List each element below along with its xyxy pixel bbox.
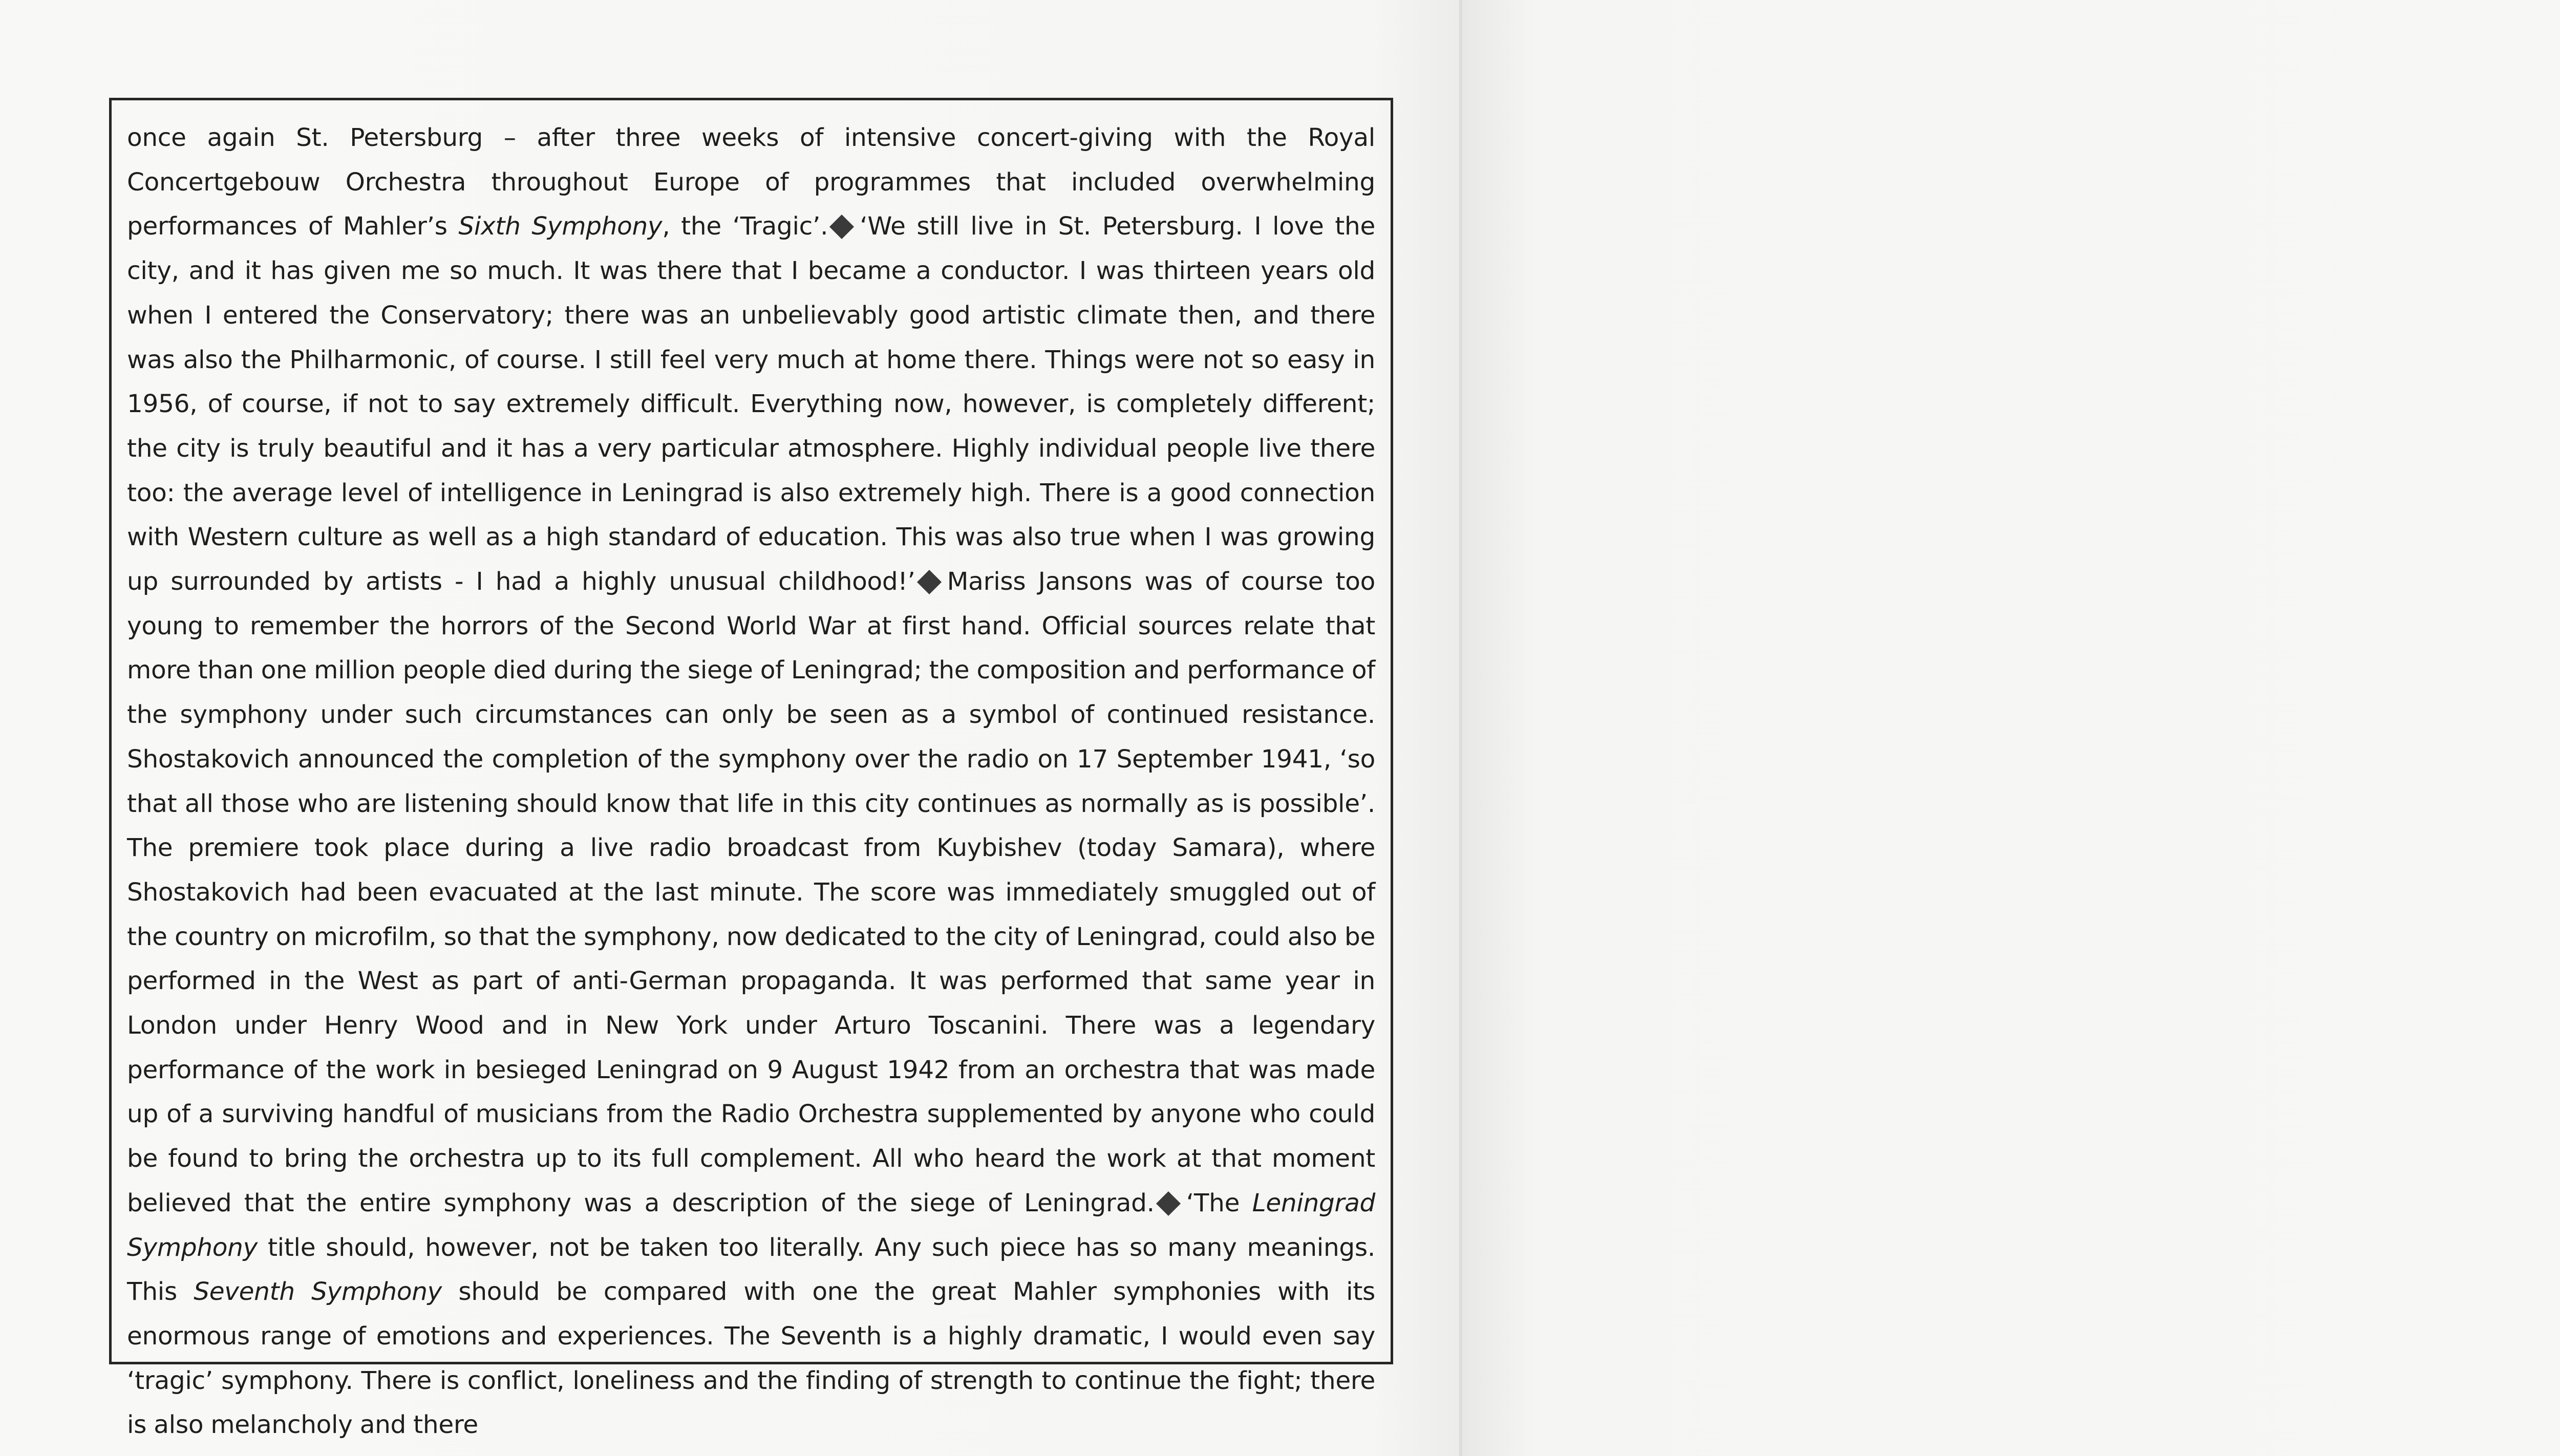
body-text-segment: once again St. Petersburg – after three weeks of intensive concert-giving with the Royal Concertgebouw Orchestra throughout Europe of programmes that included overwhelming performances of Mahler’s bbox=[127, 123, 1375, 241]
italic-title-text: Sixth Symphony bbox=[458, 212, 663, 241]
italic-title-text: Leningrad Symphony bbox=[127, 1188, 1375, 1262]
body-text-segment: ‘We still live in St. Petersburg. I love the city, and it has given me so much. It was there that I became a conductor. I was thirteen years old when I entered the Conservatory; there was an unbelievably good artistic climate then, and there was also the Philharmonic, of course. I still feel very much at home there. Things were not so easy in 1956, of course, if not to say extremely difficult. Everything now, however, is completely different; the city is truly beautiful and it has a very particular atmosphere. Highly individual people live there too: the average level of intelligence in Leningrad is also extremely high. There is a good connection with Western culture as well as a high standard of education. This was also true when I was growing up surrounded by artists - I had a highly unusual childhood!’ bbox=[127, 212, 1375, 596]
body-text-segment: Mariss Jansons was of course too young to remember the horrors of the Second World War at first hand. Official sources relate that more than one million people died during the siege of Leningrad; the composition and performance of the symphony under such circumstances can only be seen as a symbol of continued resistance. Shostakovich announced the completion of the symphony over the radio on 17 September 1941, ‘so that all those who are listening should know that life in this city continues as normally as is possible’. The premiere took place during a live radio broadcast from Kuybishev (today Samara), where Shostakovich had been evacuated at the last minute. The score was immediately smuggled out of the country on microfilm, so that the symphony, now dedicated to the city of Leningrad, could also be performed in the West as part of anti-German propaganda. It was performed that same year in London under Henry Wood and in New York under Arturo Toscanini. There was a legendary performance of the work in besieged Leningrad on 9 August 1942 from an orchestra that was made up of a surviving handful of musicians from the Radio Orchestra supplemented by anyone who could be found to bring the orchestra up to its full complement. All who heard the work at that moment believed that the entire symphony was a description of the siege of Leningrad. bbox=[127, 567, 1375, 1217]
left-page-text bbox=[127, 116, 1375, 1447]
body-text-segment: should be compared with one the great Mahler symphonies with its enormous range of emotions and experiences. The Seventh is a highly dramatic, I would even say ‘tragic’ symphony. There is conflict, loneliness and the finding of strength to continue the fight; there is also melancholy and there bbox=[127, 1277, 1376, 1440]
right-page bbox=[1462, 0, 2560, 1456]
section-diamond-icon bbox=[829, 215, 854, 239]
left-text-frame bbox=[109, 98, 1393, 1440]
body-text-segment: title should, however, not be taken too literally. Any such piece has so many meanings. This bbox=[127, 1233, 1375, 1307]
section-diamond-icon bbox=[1156, 1191, 1181, 1216]
section-diamond-icon bbox=[917, 570, 942, 594]
body-text-segment: , the ‘Tragic’. bbox=[662, 212, 828, 241]
italic-title-text: Seventh Symphony bbox=[194, 1277, 442, 1307]
body-text-segment: ‘The bbox=[1186, 1188, 1252, 1217]
